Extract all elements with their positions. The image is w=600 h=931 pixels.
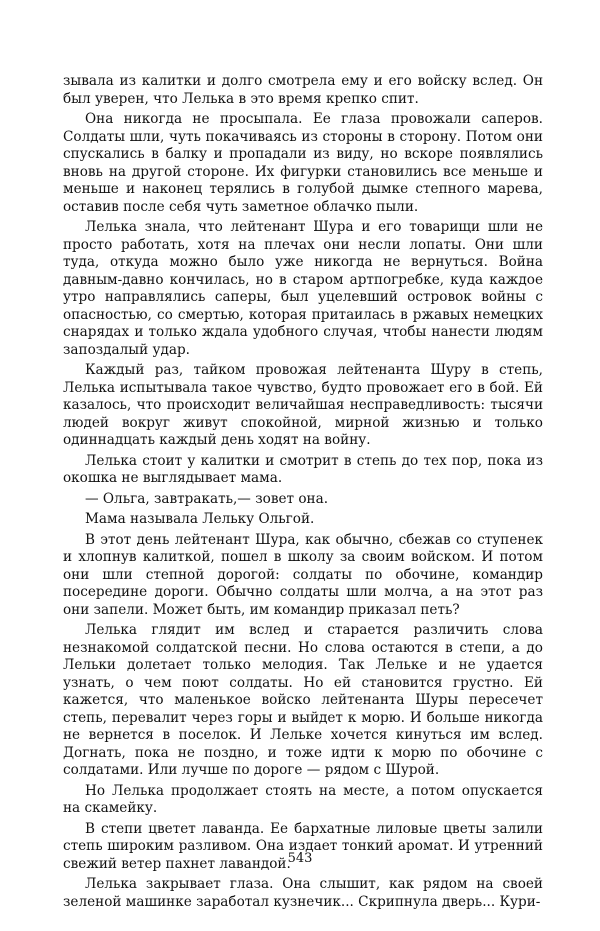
paragraph: — Ольга, завтракать,— зовет она. bbox=[85, 490, 329, 507]
paragraph: Лелька стоит у калитки и смотрит в степь до тех пор, пока из окошка не выглядывает мама. bbox=[63, 452, 543, 486]
paragraph: зывала из калитки и долго смотрела ему и его войску вслед. Он был уверен, что Лелька в это время крепко спит. bbox=[63, 73, 543, 107]
paragraph: В этот день лейтенант Шура, как обычно, сбежав со ступенек и хлопнув калиткой, пошел в школу за своим войском. И потом они шли степной дорогой: солдаты по обочине, командир посередине дороги. Обычно солдаты шли молча, а на этот раз они запели. Может быть, им командир приказал петь? bbox=[63, 531, 543, 618]
paragraph: Но Лелька продолжает стоять на месте, а потом опускается на скамейку. bbox=[63, 782, 543, 816]
page-number: 543 bbox=[287, 851, 313, 866]
paragraph: Лелька знала, что лейтенант Шура и его товарищи шли не просто работать, хотя на плечах они несли лопаты. Они шли туда, откуда можно было уже никогда не вернуться. Война давным-давно кончилась, но в старом артпогребке, куда каждое утро направлялись саперы, был уцелевший островок войны с опасностью, со смертью, которая притаилась в ржавых немецких снарядах и только ждала удобного случая, чтобы нанести людям запоздалый удар. bbox=[63, 219, 543, 358]
paragraph: Она никогда не просыпала. Ее глаза провожали саперов. Солдаты шли, чуть покачиваясь из стороны в сторону. Потом они спускались в балку и пропадали из виду, но вскоре появлялись вновь на другой стороне. Их фигурки становились все меньше и меньше и наконец терялись в голубой дымке степного марева, оставив после себя чуть заметное облачко пыли. bbox=[63, 111, 543, 215]
paragraph: В степи цветет лаванда. Ее бархатные лиловые цветы залили степь широким разливом. Она издает тонкий аромат. И утренний свежий ветер пахнет лавандой. bbox=[63, 820, 543, 872]
paragraph: Лелька закрывает глаза. Она слышит, как рядом на своей зеленой машинке заработал кузнечик... Скрипнула дверь... Кури- bbox=[63, 876, 543, 910]
paragraph: Лелька глядит им вслед и старается различить слова незнакомой солдатской песни. Но слова остаются в степи, а до Лельки долетает только мелодия. Так Лельке и не удается узнать, о чем поют солдаты. Но ей становится грустно. Ей кажется, что маленькое войско лейтенанта Шуры пересечет степь, перевалит через горы и выйдет к морю. И больше никогда не вернется в поселок. И Лельке хочется кинуться им вслед. Догнать, пока не поздно, и тоже идти к морю по обочине с солдатами. Или лучше по дороге — рядом с Шурой. bbox=[63, 622, 543, 778]
paragraph: Мама называла Лельку Ольгой. bbox=[85, 511, 315, 527]
page-body bbox=[63, 73, 543, 914]
paragraph: Каждый раз, тайком провожая лейтенанта Шуру в степь, Лелька испытывала такое чувство, будто провожает его в бой. Ей казалось, что происходит величайшая несправедливость: тысячи людей вокруг живут спокойной, мирной жизнью и только одиннадцать каждый день ходят на войну. bbox=[63, 362, 543, 448]
